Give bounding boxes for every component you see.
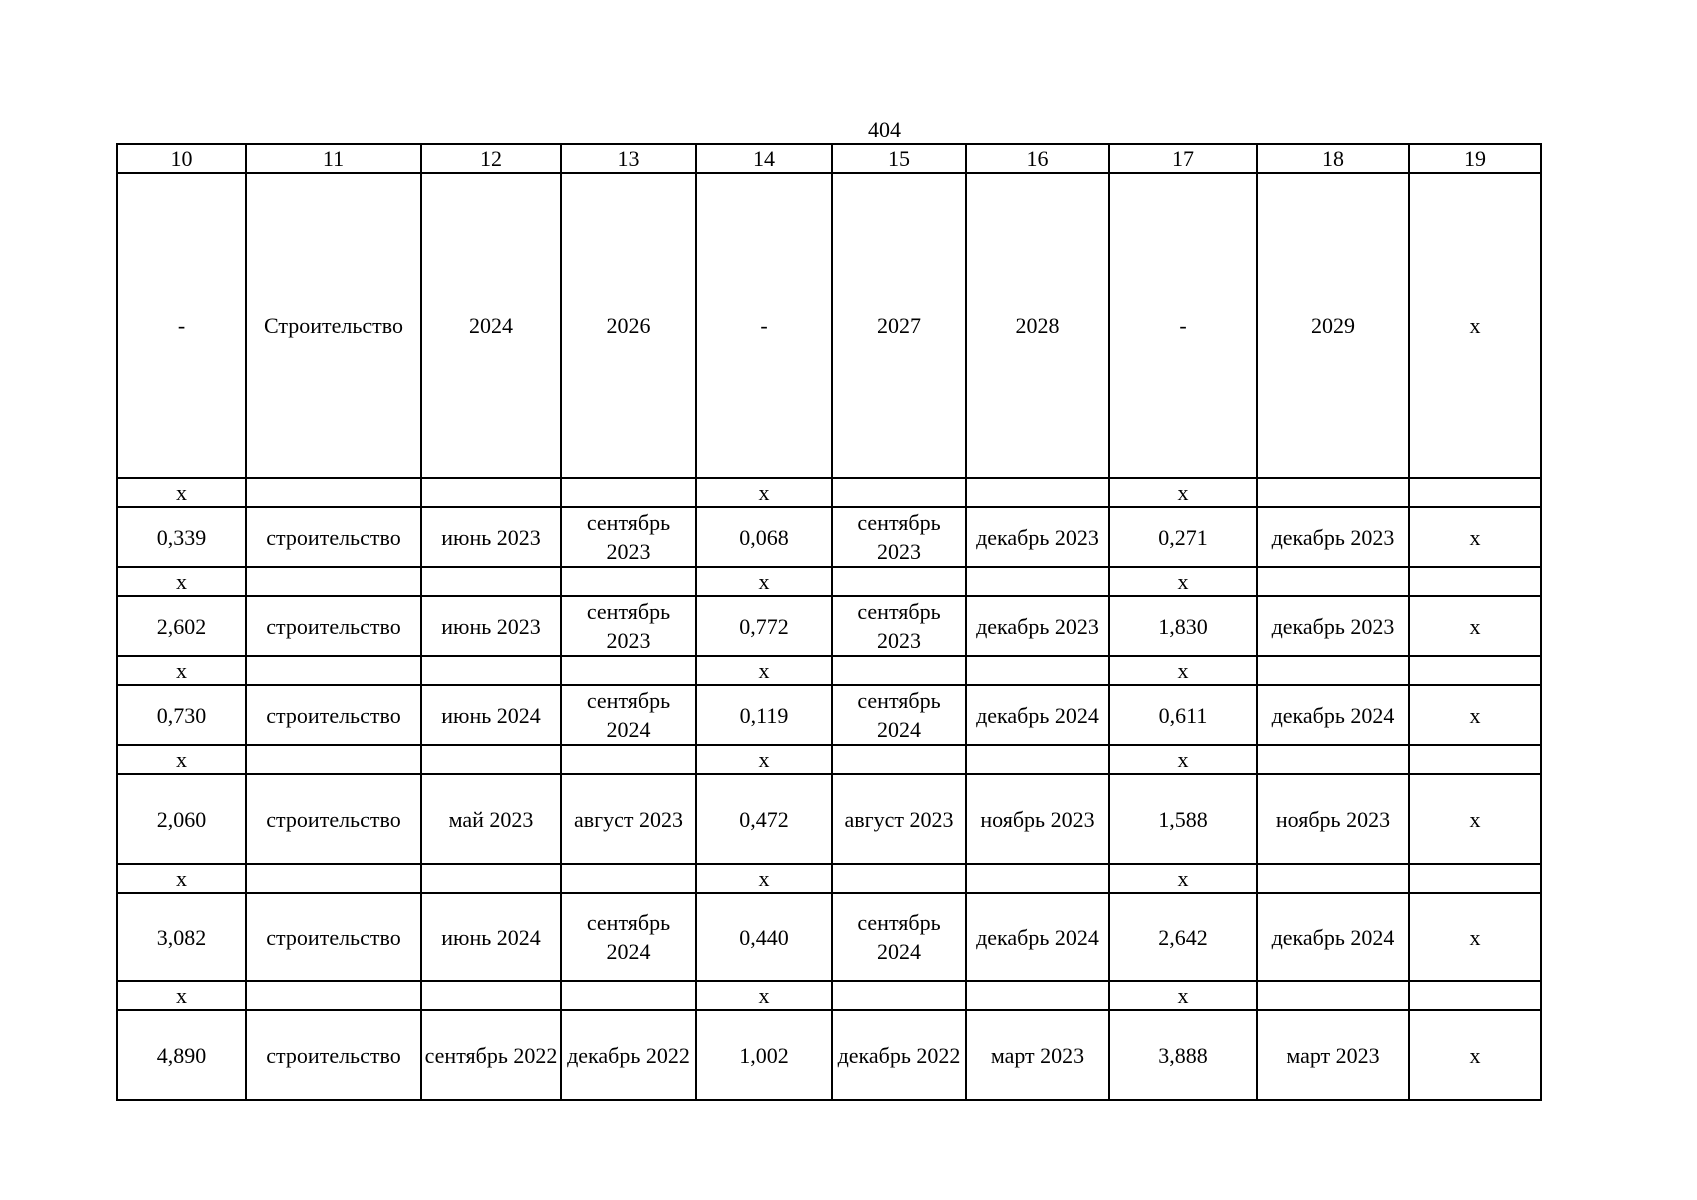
table-cell: x bbox=[1109, 478, 1257, 507]
table-cell bbox=[561, 981, 696, 1010]
table-cell bbox=[832, 864, 966, 893]
table-cell: строительство bbox=[246, 685, 421, 745]
column-number: 14 bbox=[696, 144, 832, 173]
table-cell: сентябрь 2023 bbox=[832, 596, 966, 656]
table-cell: сентябрь 2023 bbox=[561, 596, 696, 656]
table-cell bbox=[966, 567, 1109, 596]
table-cell: сентябрь 2024 bbox=[832, 685, 966, 745]
table-cell: x bbox=[1409, 507, 1541, 567]
table-cell bbox=[1409, 745, 1541, 774]
table-cell: 0,772 bbox=[696, 596, 832, 656]
table-cell bbox=[561, 745, 696, 774]
table-cell bbox=[246, 478, 421, 507]
column-number: 13 bbox=[561, 144, 696, 173]
marker-row bbox=[117, 981, 1541, 1010]
table-cell bbox=[421, 656, 561, 685]
table-cell bbox=[966, 656, 1109, 685]
table-cell: x bbox=[696, 864, 832, 893]
table-cell bbox=[1257, 478, 1409, 507]
table-cell: 1,588 bbox=[1109, 774, 1257, 864]
table-cell: Строительство bbox=[246, 173, 421, 478]
table-row bbox=[117, 774, 1541, 864]
marker-row bbox=[117, 864, 1541, 893]
column-number: 11 bbox=[246, 144, 421, 173]
table-cell: x bbox=[1409, 774, 1541, 864]
column-number: 10 bbox=[117, 144, 246, 173]
table-cell: август 2023 bbox=[561, 774, 696, 864]
table-cell: x bbox=[1109, 656, 1257, 685]
column-number: 15 bbox=[832, 144, 966, 173]
table-cell: 0,730 bbox=[117, 685, 246, 745]
table-cell bbox=[1409, 981, 1541, 1010]
table-cell bbox=[1409, 478, 1541, 507]
table-cell: декабрь 2023 bbox=[1257, 596, 1409, 656]
column-number: 17 bbox=[1109, 144, 1257, 173]
table-row bbox=[117, 1010, 1541, 1100]
table-cell: x bbox=[1409, 173, 1541, 478]
table-cell bbox=[421, 864, 561, 893]
header-row bbox=[117, 144, 1541, 173]
table-cell: x bbox=[696, 745, 832, 774]
table-cell: декабрь 2024 bbox=[966, 893, 1109, 981]
column-number: 19 bbox=[1409, 144, 1541, 173]
table-cell bbox=[246, 656, 421, 685]
table-cell: 2026 bbox=[561, 173, 696, 478]
table-cell: 1,002 bbox=[696, 1010, 832, 1100]
table-cell bbox=[832, 981, 966, 1010]
table-cell: 0,119 bbox=[696, 685, 832, 745]
table-cell: - bbox=[696, 173, 832, 478]
table-cell: x bbox=[1409, 685, 1541, 745]
table-row bbox=[117, 173, 1541, 478]
table-cell: x bbox=[117, 567, 246, 596]
table-cell: декабрь 2022 bbox=[561, 1010, 696, 1100]
table-row bbox=[117, 685, 1541, 745]
table-row bbox=[117, 596, 1541, 656]
table-cell bbox=[1409, 864, 1541, 893]
table-cell: 3,888 bbox=[1109, 1010, 1257, 1100]
table-cell bbox=[966, 864, 1109, 893]
table-cell: 3,082 bbox=[117, 893, 246, 981]
table-cell: 2024 bbox=[421, 173, 561, 478]
table-cell bbox=[561, 864, 696, 893]
table-cell bbox=[246, 981, 421, 1010]
table-cell: декабрь 2024 bbox=[966, 685, 1109, 745]
table-cell: - bbox=[1109, 173, 1257, 478]
table-cell bbox=[966, 745, 1109, 774]
table-cell: x bbox=[1409, 1010, 1541, 1100]
table-cell: x bbox=[117, 478, 246, 507]
table-cell bbox=[832, 478, 966, 507]
table-cell: x bbox=[1409, 893, 1541, 981]
table-cell: x bbox=[117, 864, 246, 893]
table-cell: строительство bbox=[246, 774, 421, 864]
table-cell bbox=[1257, 656, 1409, 685]
table-cell: декабрь 2023 bbox=[966, 596, 1109, 656]
table-cell bbox=[561, 567, 696, 596]
table-cell bbox=[246, 567, 421, 596]
marker-row bbox=[117, 745, 1541, 774]
table-cell: декабрь 2022 bbox=[832, 1010, 966, 1100]
table-cell: сентябрь 2024 bbox=[561, 685, 696, 745]
marker-row bbox=[117, 656, 1541, 685]
table-cell: строительство bbox=[246, 596, 421, 656]
table-cell: x bbox=[1109, 981, 1257, 1010]
table-cell: август 2023 bbox=[832, 774, 966, 864]
table-cell: 2,060 bbox=[117, 774, 246, 864]
table-cell bbox=[966, 981, 1109, 1010]
table-cell bbox=[832, 745, 966, 774]
table-cell bbox=[421, 981, 561, 1010]
table-cell: июнь 2024 bbox=[421, 685, 561, 745]
table-cell: x bbox=[1109, 567, 1257, 596]
table-cell: строительство bbox=[246, 507, 421, 567]
table-cell: 4,890 bbox=[117, 1010, 246, 1100]
table-cell bbox=[561, 478, 696, 507]
table-cell bbox=[1257, 745, 1409, 774]
table-cell: ноябрь 2023 bbox=[1257, 774, 1409, 864]
table-cell: x bbox=[1109, 864, 1257, 893]
table-cell: июнь 2023 bbox=[421, 596, 561, 656]
table-cell bbox=[1257, 981, 1409, 1010]
table-cell: 0,472 bbox=[696, 774, 832, 864]
table-cell bbox=[1257, 864, 1409, 893]
table-cell: июнь 2023 bbox=[421, 507, 561, 567]
table-cell: март 2023 bbox=[966, 1010, 1109, 1100]
table-cell bbox=[421, 478, 561, 507]
table-cell: ноябрь 2023 bbox=[966, 774, 1109, 864]
table-cell: декабрь 2024 bbox=[1257, 685, 1409, 745]
table-cell: 2,642 bbox=[1109, 893, 1257, 981]
table-cell: 2028 bbox=[966, 173, 1109, 478]
table-cell: декабрь 2023 bbox=[966, 507, 1109, 567]
table-cell bbox=[832, 656, 966, 685]
table-cell bbox=[246, 745, 421, 774]
table-cell: 2029 bbox=[1257, 173, 1409, 478]
table-cell bbox=[966, 478, 1109, 507]
table-cell: x bbox=[117, 981, 246, 1010]
table-cell: x bbox=[1409, 596, 1541, 656]
table-cell: 0,339 bbox=[117, 507, 246, 567]
table-cell: x bbox=[117, 745, 246, 774]
table-cell: x bbox=[696, 656, 832, 685]
table-cell bbox=[246, 864, 421, 893]
table-cell: x bbox=[1109, 745, 1257, 774]
table-cell bbox=[1257, 567, 1409, 596]
table-cell bbox=[1409, 567, 1541, 596]
table-cell: сентябрь 2024 bbox=[561, 893, 696, 981]
marker-row bbox=[117, 567, 1541, 596]
marker-row bbox=[117, 478, 1541, 507]
table-cell bbox=[561, 656, 696, 685]
table-cell: 0,440 bbox=[696, 893, 832, 981]
table-cell: строительство bbox=[246, 1010, 421, 1100]
table-cell: сентябрь 2024 bbox=[832, 893, 966, 981]
table-cell: x bbox=[696, 478, 832, 507]
table-cell: май 2023 bbox=[421, 774, 561, 864]
table-cell: декабрь 2024 bbox=[1257, 893, 1409, 981]
table-cell: x bbox=[117, 656, 246, 685]
table-cell: декабрь 2023 bbox=[1257, 507, 1409, 567]
table-cell: сентябрь 2023 bbox=[832, 507, 966, 567]
data-table bbox=[116, 143, 1542, 1101]
column-number: 16 bbox=[966, 144, 1109, 173]
table-cell bbox=[832, 567, 966, 596]
table-cell: строительство bbox=[246, 893, 421, 981]
table-cell bbox=[421, 745, 561, 774]
table-cell: x bbox=[696, 981, 832, 1010]
table-cell: 0,611 bbox=[1109, 685, 1257, 745]
table-cell: 0,068 bbox=[696, 507, 832, 567]
column-number: 18 bbox=[1257, 144, 1409, 173]
table-cell: сентябрь 2022 bbox=[421, 1010, 561, 1100]
table-cell: 2,602 bbox=[117, 596, 246, 656]
table-cell bbox=[1409, 656, 1541, 685]
table-cell: сентябрь 2023 bbox=[561, 507, 696, 567]
table-cell bbox=[421, 567, 561, 596]
table-cell: 2027 bbox=[832, 173, 966, 478]
table-cell: - bbox=[117, 173, 246, 478]
table-row bbox=[117, 507, 1541, 567]
table-cell: x bbox=[696, 567, 832, 596]
table-cell: 0,271 bbox=[1109, 507, 1257, 567]
table-cell: март 2023 bbox=[1257, 1010, 1409, 1100]
page-number: 404 bbox=[868, 117, 901, 142]
table-cell: 1,830 bbox=[1109, 596, 1257, 656]
table-row bbox=[117, 893, 1541, 981]
table-cell: июнь 2024 bbox=[421, 893, 561, 981]
column-number: 12 bbox=[421, 144, 561, 173]
